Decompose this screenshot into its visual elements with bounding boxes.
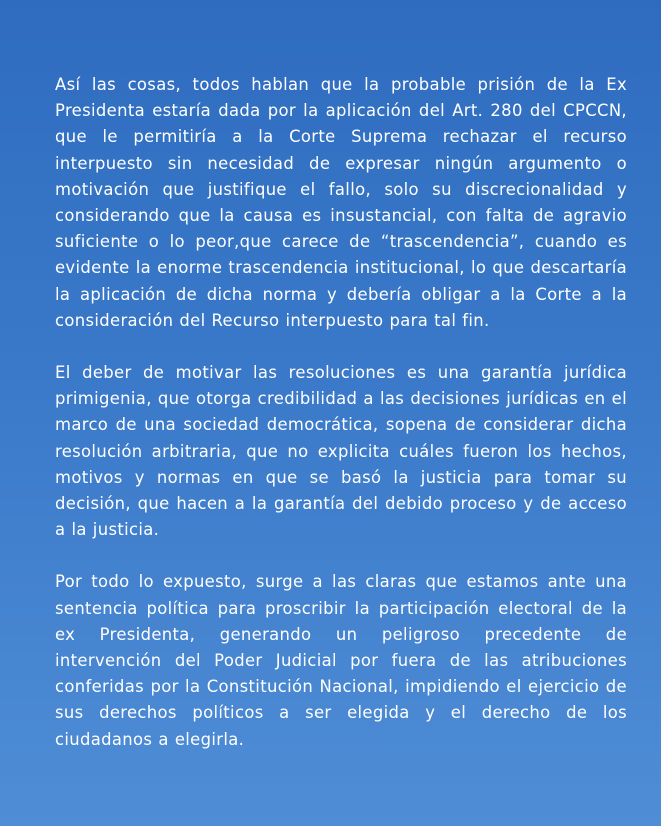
paragraph-2: El deber de motivar las resoluciones es una garantía jurídica primigenia, que otorga credibilidad a las decisiones jurídicas en el marco de una sociedad democrática, sopena de considerar dicha resolución arbitraria, que no explicita cuáles fueron los hechos, motivos y normas en que se basó la justicia para tomar su decisión, que hacen a la garantía del debido proceso y de acceso a la justicia.	[55, 363, 627, 540]
paragraph-1: Así las cosas, todos hablan que la probable prisión de la Ex Presidenta estaría dada por la aplicación del Art. 280 del CPCCN, que le permitiría a la Corte Suprema rechazar el recurso interpuesto sin necesidad de expresar ningún argumento o motivación que justifique el fallo, solo su discrecionalidad y considerando que la causa es insustancial, con falta de agravio suficiente o lo peor,que carece de “trascendencia”, cuando es evidente la enorme trascendencia institucional, lo que descartaría la aplicación de dicha norma y debería obligar a la Corte a la consideración del Recurso interpuesto para tal fin.	[55, 75, 627, 330]
paragraph-3: Por todo lo expuesto, surge a las claras que estamos ante una sentencia política para proscribir la participación electoral de la ex Presidenta, generando un peligroso precedente de intervención del Poder Judicial por fuera de las atribuciones conferidas por la Constitución Nacional, impidiendo el ejercicio de sus derechos políticos a ser elegida y el derecho de los ciudadanos a elegirla.	[55, 572, 627, 749]
